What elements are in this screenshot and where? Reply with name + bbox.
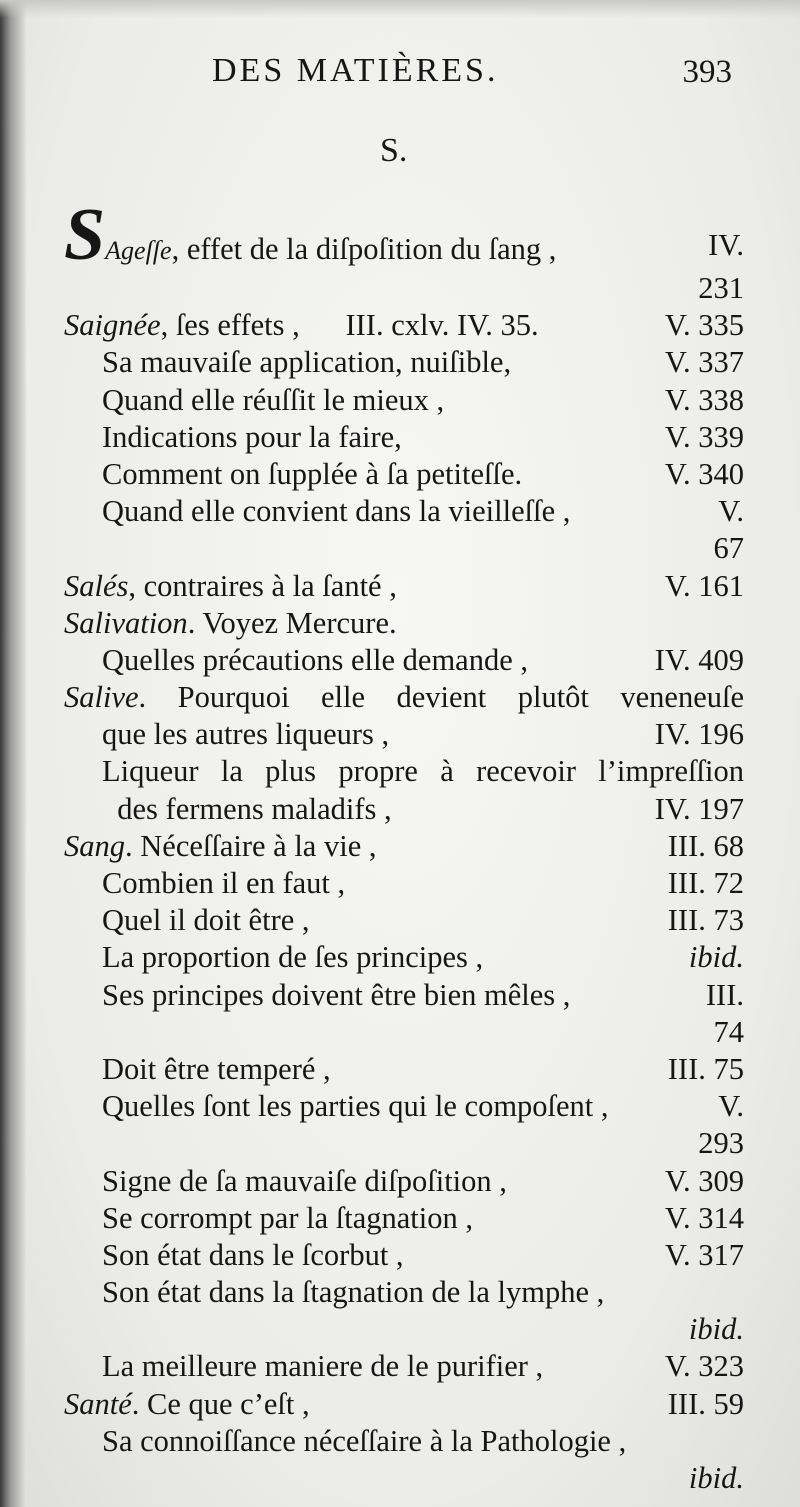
drop-cap: S [64,194,104,276]
index-subentry [64,456,744,493]
index-subentry [64,939,744,976]
index-subentry [64,1051,744,1088]
entry-body: Sa mauvaiſe application, nuiſible, [102,345,512,380]
entry-text [102,1423,626,1460]
entry-text [64,605,397,642]
entry-body: , contraires à la ſanté , [128,568,397,603]
entry-reference: 74 [713,1014,744,1049]
entry-headword: Saignée [64,308,161,343]
entry-body: Quand elle réuſſit le mieux , [102,382,445,417]
entry-reference: 67 [713,531,744,566]
section-letter: S. [380,132,408,169]
entry-text [102,865,345,902]
entry-body: des fermens maladifs , [102,791,392,826]
entry-body: . Voyez Mercure. [187,605,397,640]
entry-reference: ibid. [688,940,744,975]
entry-reference: IV. [708,227,744,262]
entry-reference: 293 [698,1126,744,1161]
index-subentry [64,642,744,679]
entry-text [102,902,310,939]
entry-body: , effet de la diſpoſition du ſang , [171,232,557,266]
entry-text [102,642,528,679]
index-entry [64,568,744,605]
entry-text [64,194,557,276]
entry-body: Comment on ſupplée à ſa petiteſſe. [102,456,523,491]
entry-reference: IV. 196 [654,717,744,752]
index-continuation [64,270,744,307]
entry-headword: Salivation [64,605,188,640]
index-continuation [64,1311,744,1348]
entry-reference: ibid. [688,1461,744,1495]
entry-headword: Ageſſe [105,236,172,265]
index-entry [64,605,744,642]
entry-reference: 231 [698,271,744,305]
entry-text [102,382,444,419]
entry-reference: V. 323 [664,1349,744,1384]
entry-body: Son état dans le ſcorbut , [102,1237,404,1272]
entry-headword: Santé [64,1386,132,1421]
index-subentry [64,1348,744,1385]
index-continuation [64,530,744,567]
entry-text [102,716,389,753]
entry-text [102,1051,331,1088]
entry-reference: V. 337 [664,345,744,380]
index-subentry [64,1237,744,1274]
entry-text [102,939,483,976]
entry-reference: V. 338 [664,382,744,417]
entry-reference: V. 317 [664,1237,744,1272]
entry-reference: V. 309 [664,1163,744,1198]
entry-reference: V. [718,1089,744,1124]
index-subentry [64,1163,744,1200]
entry-reference: III. 73 [667,903,744,938]
entry-text [102,1348,543,1385]
entry-body: Combien il en faut , [102,866,346,900]
entry-text [102,753,744,790]
entry-text [102,344,511,381]
entry-reference: IV. 409 [654,642,744,677]
index-entry [64,194,744,276]
entry-body: . Ce que c’eſt , [131,1386,310,1421]
entry-reference: III. 59 [667,1386,744,1421]
index-subentry [64,902,744,939]
index-subentry [64,865,744,902]
entry-headword: Sang [64,828,125,863]
entry-body: Signe de ſa mauvaiſe diſpoſition , [102,1163,507,1198]
entry-reference: V. 314 [664,1200,744,1235]
index-continuation [64,1014,744,1051]
index-subentry [64,1200,744,1237]
entry-text [64,828,376,865]
entry-reference: IV. 197 [654,791,744,826]
entry-body: Liqueur la plus propre à recevoir l’impreſſion [102,754,744,789]
index-subentry [64,1088,744,1125]
entry-body: . Pourquoi elle devient plutôt veneneuſe [138,680,744,715]
entry-body: , ſes effets , III. cxlv. IV. 35. [160,308,539,343]
entry-text [102,1088,609,1125]
entry-reference: III. 68 [667,828,744,863]
entry-text [102,977,570,1014]
entry-body: La meilleure maniere de le purifier , [102,1349,544,1384]
entry-text [102,419,402,456]
entry-text [102,1237,404,1274]
index-subentry [64,382,744,419]
entry-body: Indications pour la faire, [102,419,402,454]
entry-body: La proportion de ſes principes , [102,940,484,975]
entry-text [102,1200,473,1237]
index-subentry [64,977,744,1014]
entry-body: que les autres liqueurs , [102,717,390,752]
running-head-title: DES MATIÈRES. [212,52,499,89]
entry-reference: V. 340 [664,456,744,491]
entry-reference: III. 75 [667,1051,744,1086]
entry-body: . Néceſſaire à la vie , [125,828,377,863]
index-continuation [64,1460,744,1497]
entry-body: Se corrompt par la ſtagnation , [102,1200,473,1235]
index-subentry [64,1423,744,1460]
entry-reference: V. 339 [664,419,744,454]
page-top-shadow [0,0,800,18]
index-entry [64,828,744,865]
page-number: 393 [682,54,732,90]
entry-body: Doit être temperé , [102,1051,331,1086]
index-subentry [64,419,744,456]
index-subentry [64,716,744,753]
entry-text [64,1386,310,1423]
index-subentry [64,493,744,530]
index-subentry [64,1274,744,1311]
entry-body: Ses principes doivent être bien mêles , [102,977,571,1012]
entry-text [102,1274,604,1311]
entry-reference: III. 72 [667,866,744,900]
entry-text [64,568,397,605]
entry-body: Quelles précautions elle demande , [102,642,528,677]
entry-reference: ibid. [688,1312,744,1347]
page-binding-shadow [0,0,26,1507]
entry-body: Sa connoiſſance néceſſaire à la Pathologie , [102,1423,627,1458]
entry-body: Son état dans la ſtagnation de la lymphe , [102,1275,605,1310]
entry-body: Quelles ſont les parties qui le compoſent , [102,1089,609,1124]
index-subentry [64,753,744,790]
entry-reference: V. 161 [664,568,744,603]
index-subentry [64,344,744,381]
entry-body: Quand elle convient dans la vieilleſſe , [102,494,571,529]
index-subentry [64,791,744,828]
entry-reference: V. [718,494,744,529]
entry-reference: V. 335 [664,308,744,343]
entry-text [64,307,539,344]
entry-text [102,791,392,828]
entry-text [102,1163,507,1200]
index-entry [64,1386,744,1423]
index-entry [64,679,744,716]
entry-text [102,493,570,530]
index-continuation [64,1125,744,1162]
entry-text [64,679,744,716]
entry-body: Quel il doit être , [102,903,310,938]
running-head [0,52,800,100]
entry-headword: Salive [64,680,139,715]
entry-text [102,456,522,493]
entry-reference: III. [705,977,744,1012]
index-entry [64,307,744,344]
index-entries [64,194,744,1497]
entry-headword: Salés [64,568,129,603]
